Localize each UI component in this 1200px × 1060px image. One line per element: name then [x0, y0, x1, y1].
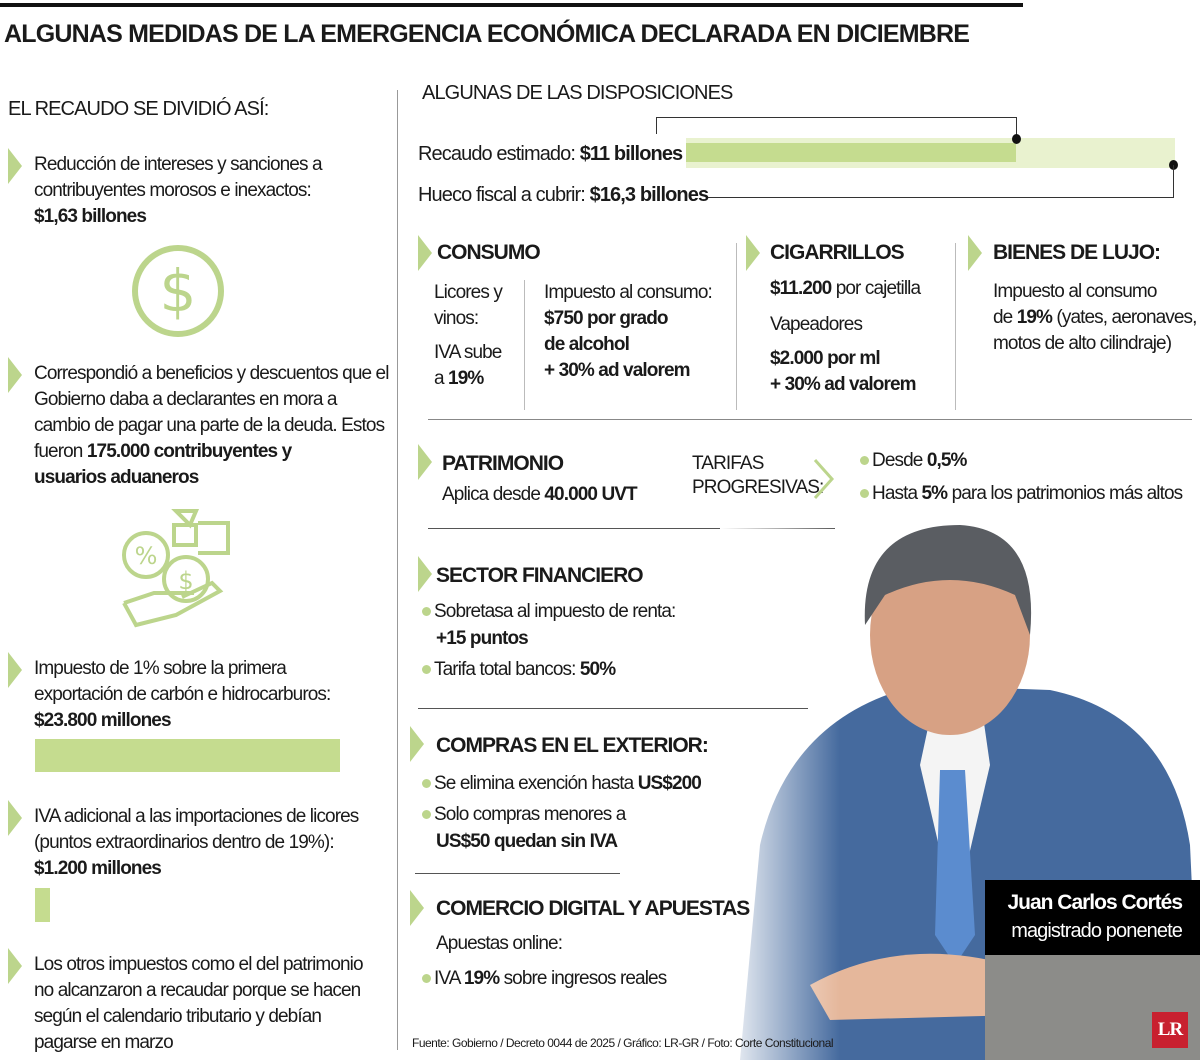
financiero-title: SECTOR FINANCIERO	[436, 564, 643, 587]
bracket-line	[656, 117, 1017, 118]
chevron-icon	[418, 235, 432, 271]
money-hand-icon	[118, 503, 238, 631]
item-text: Impuesto de 1% sobre la primera	[34, 658, 286, 679]
marker-dot	[1012, 134, 1021, 144]
item-text: según el calendario tributario y debían	[34, 1006, 322, 1027]
caption-box	[985, 880, 1200, 955]
item-text: IVA adicional a las importaciones de licores	[34, 806, 359, 827]
consumo-impuesto: Impuesto al consumo: $750 por grado de alcohol + 30% ad valorem	[544, 282, 712, 381]
left-heading: EL RECAUDO SE DIVIDIÓ ASÍ:	[8, 98, 269, 120]
top-rule	[0, 3, 1023, 7]
tarifas-label: TARIFAS PROGRESIVAS:	[692, 453, 824, 498]
chevron-icon	[968, 235, 982, 271]
svg-text:$: $	[159, 257, 197, 325]
svg-text:%: %	[134, 542, 158, 570]
bracket-line	[708, 197, 1174, 198]
section-rule	[415, 873, 620, 874]
tarifa-desde: Desde 0,5%	[860, 448, 967, 474]
carbon-bar	[35, 739, 340, 772]
item-value: $23.800 millones	[34, 710, 171, 731]
cigarrillos-title: CIGARRILLOS	[770, 241, 904, 264]
chevron-icon	[410, 726, 424, 762]
item-value: $1.200 millones	[34, 858, 161, 879]
lr-logo: LR	[1152, 1012, 1188, 1048]
financiero-body: Sobretasa al impuesto de renta: +15 puntos Tarifa total bancos: 50%	[422, 598, 675, 683]
recaudo-bar	[686, 143, 1016, 162]
chevron-icon	[8, 948, 22, 984]
item-text: cambio de pagar una parte de la deuda. Estos	[34, 415, 385, 436]
item-text: fueron	[34, 441, 87, 462]
compras-body: Se elimina exención hasta US$200 Solo compras menores a US$50 quedan sin IVA	[422, 770, 701, 855]
patrimonio-sub: Aplica desde 40.000 UVT	[442, 484, 637, 505]
item-value: usuarios aduaneros	[34, 467, 199, 488]
svg-text:$: $	[178, 567, 194, 595]
compras-title: COMPRAS EN EL EXTERIOR:	[436, 734, 708, 757]
recaudo-item-2	[34, 361, 389, 491]
chevron-right-icon	[812, 458, 836, 500]
divider	[955, 243, 956, 410]
item-text: exportación de carbón e hidrocarburos:	[34, 684, 331, 705]
licores-bar	[35, 888, 50, 922]
digital-sub: Apuestas online:	[436, 933, 563, 954]
chevron-icon	[418, 444, 432, 480]
consumo-licores: Licores y vinos: IVA sube a 19%	[434, 282, 502, 389]
section-rule	[428, 419, 1192, 420]
chevron-icon	[410, 890, 424, 926]
column-divider	[397, 90, 398, 1050]
item-text: contribuyentes morosos e inexactos:	[34, 180, 311, 201]
recaudo-item-3	[34, 656, 330, 734]
recaudo-label: Recaudo estimado: $11 billones	[418, 143, 683, 165]
chevron-icon	[8, 357, 22, 393]
lujo-body: Impuesto al consumo de 19% (yates, aeronaves, motos de alto cilindraje)	[993, 281, 1197, 354]
hueco-label: Hueco fiscal a cubrir: $16,3 billones	[418, 184, 709, 206]
section-rule	[418, 708, 808, 709]
caption-role: magistrado ponenete	[1011, 920, 1182, 942]
consumo-title: CONSUMO	[437, 241, 540, 264]
chevron-icon	[8, 800, 22, 836]
chevron-icon	[8, 148, 22, 184]
item-text: Reducción de intereses y sanciones a	[34, 154, 322, 175]
recaudo-item-4	[34, 804, 358, 882]
patrimonio-title: PATRIMONIO	[442, 452, 564, 475]
divider	[736, 243, 737, 410]
lujo-title: BIENES DE LUJO:	[993, 241, 1161, 264]
page-title: ALGUNAS MEDIDAS DE LA EMERGENCIA ECONÓMICA DECLARADA EN DICIEMBRE	[4, 20, 970, 48]
item-value: 175.000 contribuyentes y	[86, 441, 292, 462]
divider	[524, 280, 525, 410]
right-heading: ALGUNAS DE LAS DISPOSICIONES	[422, 82, 733, 104]
source-footer: Fuente: Gobierno / Decreto 0044 de 2025 / Gráfico: LR-GR / Foto: Corte Constitucional	[412, 1036, 834, 1050]
bracket-line	[656, 117, 657, 134]
item-value: $1,63 billones	[34, 206, 147, 227]
cigarrillos-body: $11.200 por cajetilla Vapeadores $2.000 por ml + 30% ad valorem	[770, 278, 921, 395]
recaudo-item-5	[34, 952, 363, 1056]
recaudo-item-1	[34, 152, 322, 230]
chevron-icon	[418, 556, 432, 592]
bracket-line	[1173, 165, 1174, 198]
item-text: Los otros impuestos como el del patrimonio	[34, 954, 363, 975]
item-text: Gobierno daba a declarantes en mora a	[34, 389, 337, 410]
chevron-icon	[8, 652, 22, 688]
item-text: pagarse en marzo	[34, 1032, 173, 1053]
item-text: no alcanzaron a recaudar porque se hacen	[34, 980, 361, 1001]
dollar-coin-icon	[130, 243, 226, 339]
caption-name: Juan Carlos Cortés	[1007, 891, 1182, 914]
item-text: Correspondió a beneficios y descuentos que el	[34, 363, 389, 384]
tarifa-hasta: Hasta 5% para los patrimonios más altos	[860, 481, 1182, 507]
digital-iva: IVA 19% sobre ingresos reales	[422, 966, 666, 992]
item-text: (puntos extraordinarios dentro de 19%):	[34, 832, 334, 853]
chevron-icon	[746, 235, 760, 271]
digital-title: COMERCIO DIGITAL Y APUESTAS	[436, 897, 750, 920]
